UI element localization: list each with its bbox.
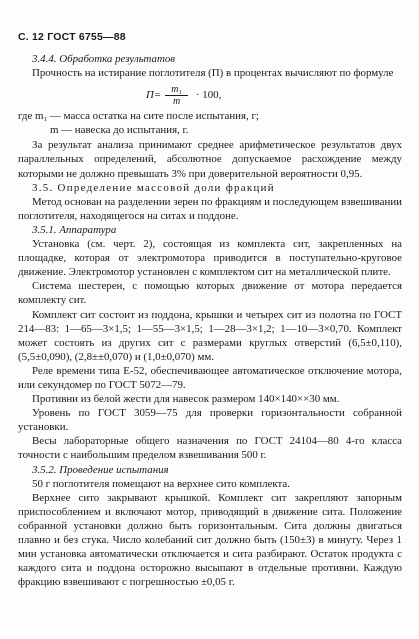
- paragraph-procedure: Верхнее сито закрывают крышкой. Комплект сит закрепляют запорным приспособлением и включают мотор, приводящий в движение сита. Положение собранной установки должно быть горизонтальным. Сита должны двигаться плавно и без стука. Число колебаний сит должно быть (150±3) в минуту. Через 1 мин установка автоматически отключается и сита разбирают. Остаток продукта с каждого сита и поддона осторожно высыпают в отдельные противни. Каждую фракцию взвешивают с погрешностью ±0,05 г.: [18, 491, 402, 589]
- formula-fraction: [165, 84, 188, 107]
- formula-where-line-1: где m₁ — масса остатка на сите после испытания, г;: [18, 110, 259, 123]
- paragraph-sample: 50 г поглотителя помещают на верхнее сито комплекта.: [32, 477, 290, 490]
- strength-formula: [18, 81, 402, 109]
- formula-denominator: m: [172, 95, 181, 107]
- formula-where-line-2: m — навеска до испытания, г.: [50, 124, 189, 137]
- document-body: [18, 52, 402, 589]
- paragraph-timer-relay: Реле времени типа Е-52, обеспечивающее автоматическое отключение мотора, или секундомер по ГОСТ 5072—79.: [18, 364, 402, 391]
- paragraph-gears: Система шестерен, с помощью которых движение от мотора передается комплекту сит.: [18, 280, 402, 307]
- paragraph-apparatus-setup: Установка (см. черт. 2), состоящая из комплекта сит, закрепленных на площадке, которая от электромотора приводится в поступательно-круговое движение. Электромотор установлен с комплектом сит на металлической плите.: [18, 238, 402, 279]
- page-header: С. 12 ГОСТ 6755—88: [18, 31, 126, 43]
- paragraph-trays: Противни из белой жести для навесок размером 140×140××30 мм.: [32, 393, 340, 406]
- paragraph-method: Метод основан на разделении зерен по фракциям и последующем взвешивании поглотителя, находящегося на ситах и поддоне.: [18, 195, 402, 222]
- section-3-5-1-heading: 3.5.1. Аппаратура: [32, 223, 117, 236]
- paragraph-result: За результат анализа принимают среднее арифметическое результатов двух параллельных определений, абсолютное допускаемое расхождение между которыми не должно превышать 3% при доверительной вероятности 0,95.: [18, 139, 402, 180]
- formula-rhs: · 100,: [195, 89, 222, 102]
- paragraph-scales: Весы лабораторные общего назначения по ГОСТ 24104—80 4-го класса точности с наибольшим пределом взвешивания 500 г.: [18, 435, 402, 462]
- section-3-5-2-heading: 3.5.2. Проведение испытания: [32, 463, 169, 476]
- paragraph-level: Уровень по ГОСТ 3059—75 для проверки горизонтальности собранной установки.: [18, 407, 402, 434]
- paragraph-formula-intro: Прочность на истирание поглотителя (П) в процентах вычисляют по формуле: [32, 67, 394, 80]
- paragraph-sieve-set: Комплект сит состоит из поддона, крышки и четырех сит из полотна по ГОСТ 214—83: 1—65—3×1,5; 1—55—3×1,5; 1—28—3×1,2; 1—10—3×0,70. Комплект может состоять из других сит с размерами круглых отверстий (6,5±0,110), (5,5±0,090), (2,8±±0,070) и (1,0±0,070) мм.: [18, 308, 402, 363]
- section-3-5-heading: 3.5. Определение массовой доли фракций: [32, 181, 275, 194]
- formula-lhs: П=: [146, 89, 162, 102]
- formula-numerator: m₁: [165, 84, 188, 96]
- section-3-4-4-heading: 3.4.4. Обработка результатов: [32, 53, 175, 65]
